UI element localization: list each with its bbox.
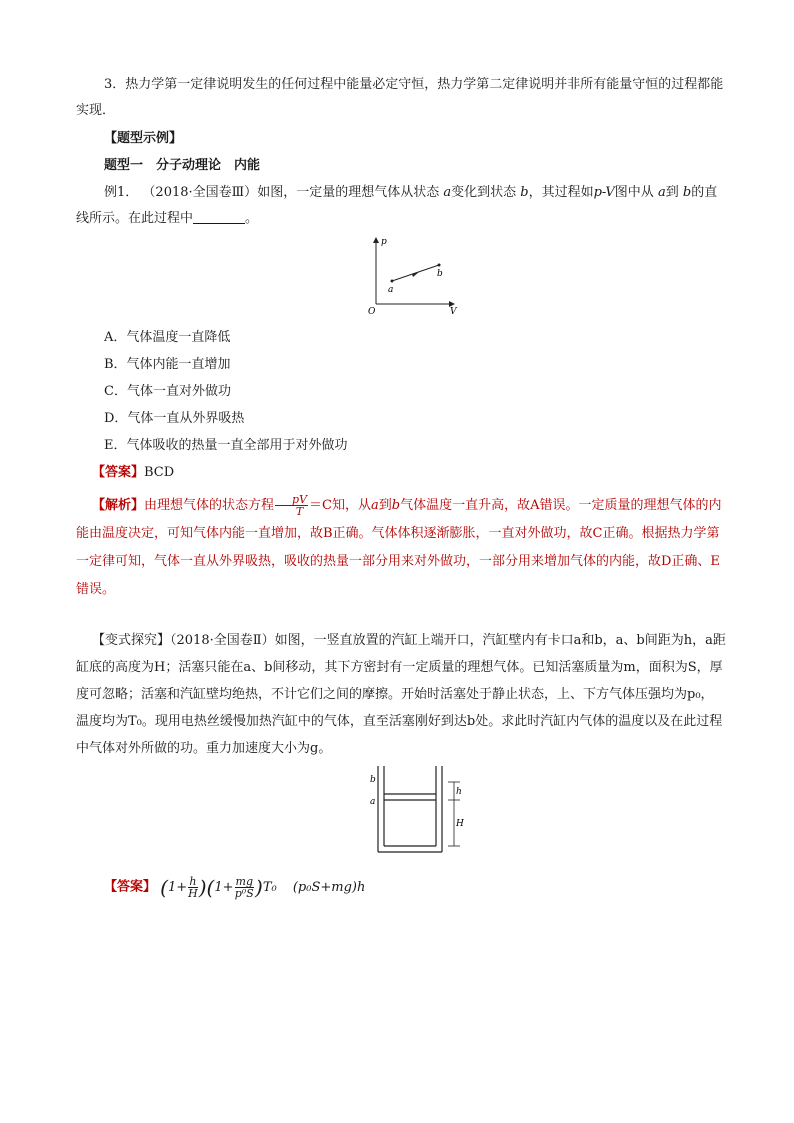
item3-paragraph: 3．热力学第一定律说明发生的任何过程中能量必定守恒，热力学第二定律说明并非所有能量守恒的过程都能实现． bbox=[76, 77, 724, 118]
pv-graph bbox=[362, 232, 472, 322]
origin-label: O bbox=[368, 307, 376, 317]
p-axis-label: p bbox=[381, 237, 387, 247]
cylinder-diagram bbox=[366, 762, 476, 858]
stop-a-label: a bbox=[370, 797, 376, 807]
example-source: （2018·全国卷Ⅲ） bbox=[142, 185, 258, 200]
option-a: A．气体温度一直降低 bbox=[104, 330, 231, 345]
example1-question: 例1． （2018·全国卷Ⅲ）如图，一定量的理想气体从状态 a变化到状态 b，其过程如p-V图中从 a到 b的直线所示。在此过程中 。 bbox=[76, 185, 718, 226]
answer2-work: (p₀S+mg)h bbox=[292, 879, 366, 895]
variant-paragraph: 【变式探究】（2018·全国卷Ⅱ）如图，一竖直放置的汽缸上端开口，汽缸壁内有卡口a和b，a、b间距为h，a距缸底的高度为H；活塞只能在a、b间移动，其下方密封有一定质量的理想气体。已知活塞质量为m，面积为S，厚度可忽略；活塞和汽缸壁均绝热，不计它们之间的摩擦。开始时活塞处于静止状态，上、下方气体压强均为p₀，温度均为T₀。现用电热丝缓慢加热汽缸中的气体，直至活塞刚好到达b处。求此时汽缸内气体的温度以及在此过程中气体对外所做的功。重力加速度大小为g。 bbox=[76, 633, 726, 756]
answer1-value: BCD bbox=[144, 465, 175, 480]
answer2-expression: (1+ $\frac{h}{H}$ )(1+ $\frac{mg}{\text{p⁰S}}$ )T₀ (p₀S+mg)h bbox=[160, 874, 366, 900]
H-label: H bbox=[456, 819, 464, 829]
stop-b-label: b bbox=[370, 775, 376, 785]
option-e: E．气体吸收的热量一直全部用于对外做功 bbox=[104, 438, 348, 453]
answer1: 【答案】BCD bbox=[92, 465, 175, 480]
point-b-label: b bbox=[437, 269, 443, 279]
answer-blank bbox=[193, 209, 245, 224]
section-title: 【题型示例】 bbox=[104, 131, 183, 146]
option-b: B．气体内能一直增加 bbox=[104, 357, 231, 372]
point-a-label: a bbox=[388, 285, 394, 295]
h-label: h bbox=[456, 787, 462, 797]
type1-title: 题型一 分子动理论 内能 bbox=[104, 158, 261, 173]
option-c: C．气体一直对外做功 bbox=[104, 384, 231, 399]
v-axis-label: V bbox=[450, 307, 457, 317]
option-d: D．气体一直从外界吸热 bbox=[104, 411, 245, 426]
analysis-paragraph: 【解析】由理想气体的状态方程 $\frac{pV}{T}$ ＝C知，从a到b气体温度一直升高，故A错误。一定质量的理想气体的内能由温度决定，可知气体内能一直增加，故B正确。气体体积逐渐膨胀，一直对外做功，故C正确。根据热力学第一定律可知，气体一直从外界吸热，吸收的热量一部分用来对外做功，一部分用来增加气体的内能，故D正确、E错误。 bbox=[76, 493, 722, 597]
point-b bbox=[438, 264, 441, 267]
answer2: 【答案】 (1+ $\frac{h}{H}$ )(1+ $\frac{mg}{\text{p⁰S}}$ )T₀ (p₀S+mg)h bbox=[104, 874, 366, 900]
example-label: 例1． bbox=[104, 185, 139, 200]
point-a bbox=[391, 280, 394, 283]
state-equation-fraction: $\frac{pV}{T}$ bbox=[275, 494, 308, 517]
